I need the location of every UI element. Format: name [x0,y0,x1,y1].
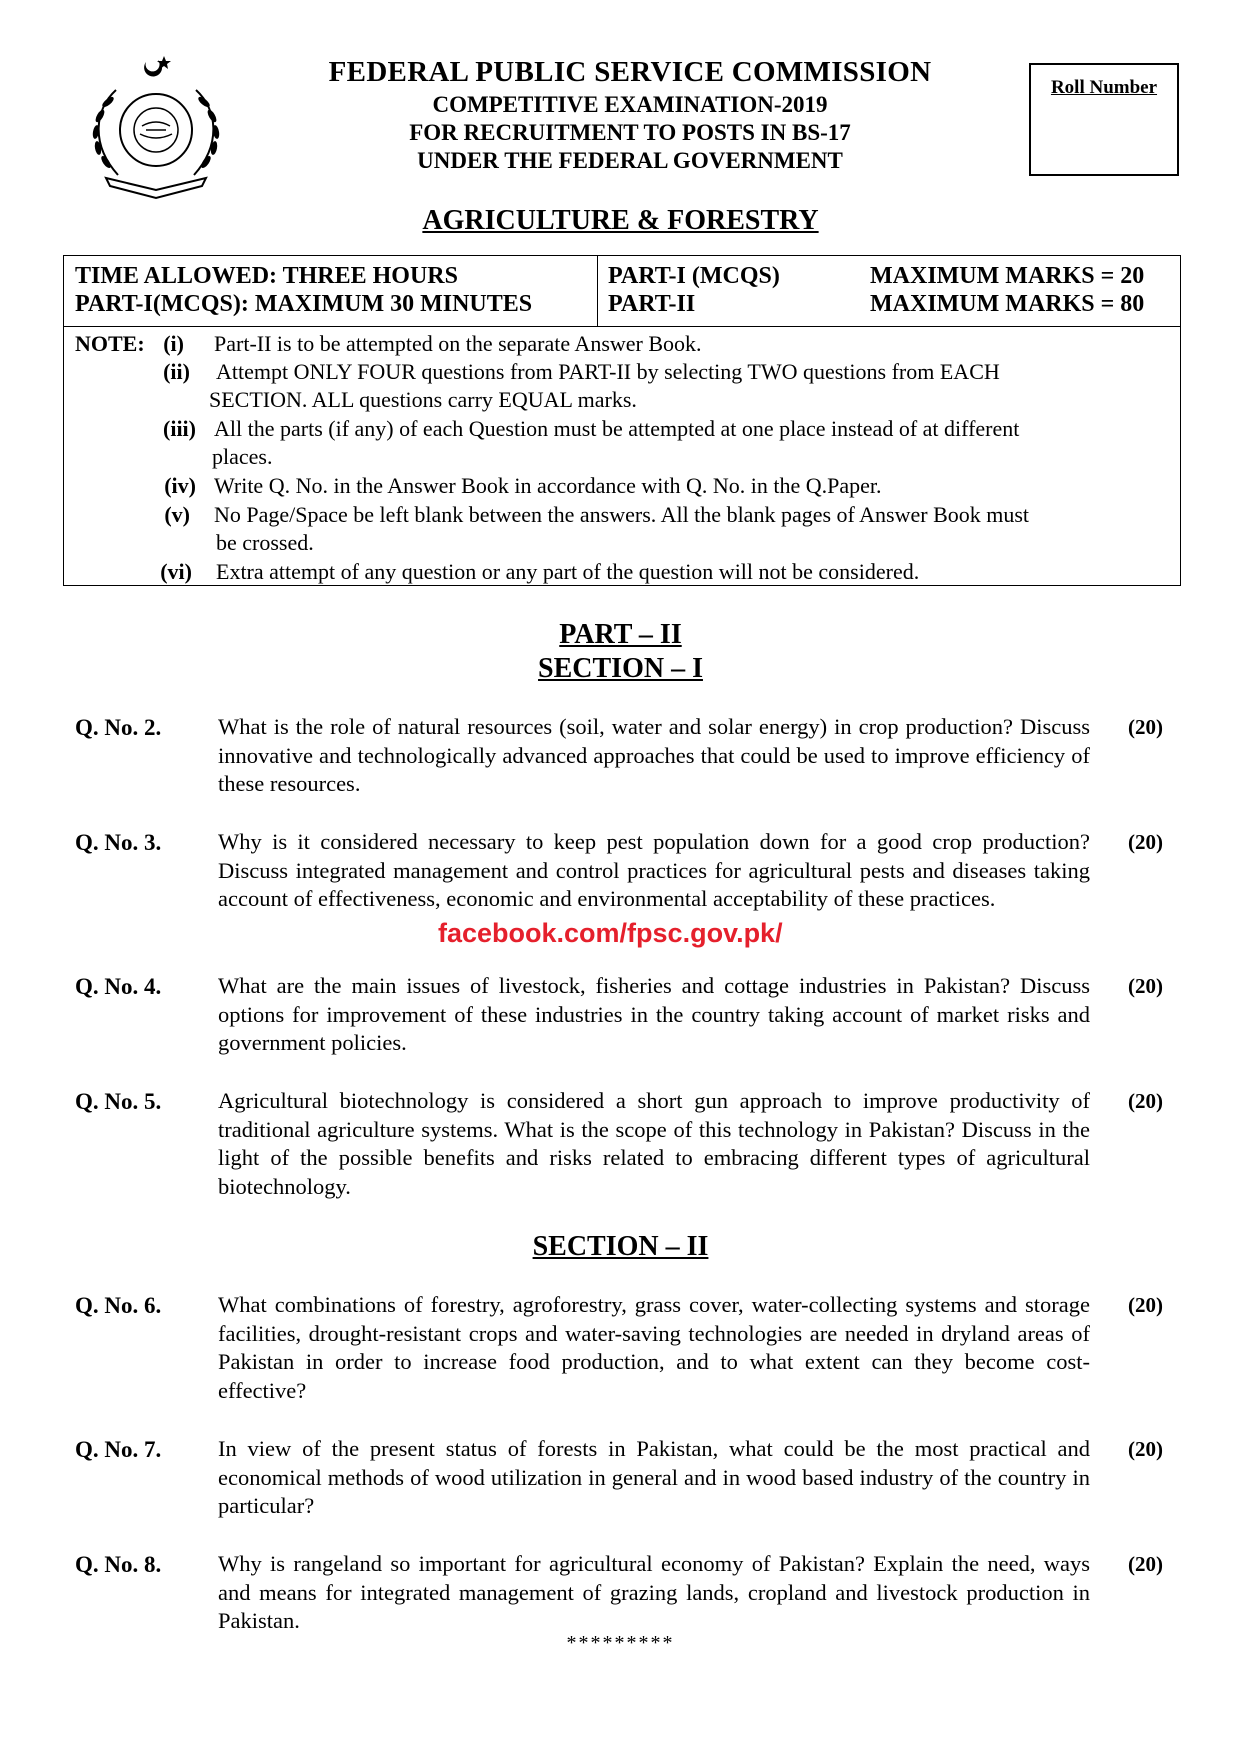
divider [597,255,598,326]
question-number: Q. No. 4. [75,974,162,999]
question-marks: (20) [1128,1293,1163,1317]
question-text: Agricultural biotechnology is considered a short gun approach to improve productivity of traditional agriculture systems. What is the scope of this technology in Pakistan? Discuss in the light of the possible benefits and risks related to embracing different types of agricultural biotechnology. [218,1088,1090,1200]
question-marks: (20) [1128,974,1163,998]
question-number: Q. No. 7. [75,1437,162,1462]
note-number: (ii) [163,359,190,384]
government-line: UNDER THE FEDERAL GOVERNMENT [417,148,843,173]
question-marks: (20) [1128,1552,1163,1576]
time-allowed: TIME ALLOWED: THREE HOURS [75,263,458,289]
roll-number-box[interactable] [1029,63,1179,176]
roll-number-label: Roll Number [1050,77,1158,98]
question-text: What combinations of forestry, agroforestry, grass cover, water-collecting systems and storage facilities, drought-resistant crops and water-saving technologies are needed in dryland areas of Pakistan in order to increase food production, and to what extent can they become cost-effective? [218,1292,1090,1404]
note-text: places. [212,444,273,469]
note-number: (i) [163,331,184,356]
part-heading-text: PART – II [559,619,682,650]
part-heading [0,619,1241,651]
fpsc-emblem-icon [76,50,236,200]
question-marks: (20) [1128,1089,1163,1113]
question-number: Q. No. 2. [75,715,162,740]
note-number: (vi) [160,559,192,584]
note-text: Part-II is to be attempted on the separate Answer Book. [214,331,702,356]
note-number: (iv) [164,473,196,498]
part1-label: PART-I (MCQS) [608,263,780,289]
note-text: be crossed. [216,530,314,555]
note-text: No Page/Space be left blank between the answers. All the blank pages of Answer Book must [214,502,1030,527]
note-text: Attempt ONLY FOUR questions from PART-II by selecting TWO questions from EACH [216,359,1000,384]
section2-heading-text: SECTION – II [532,1231,709,1262]
part2-label: PART-II [608,291,696,317]
section1-heading [0,653,1241,685]
question-number: Q. No. 5. [75,1089,162,1114]
end-marker: ********* [566,1632,675,1654]
exam-title: COMPETITIVE EXAMINATION-2019 [432,92,828,117]
watermark-link[interactable]: facebook.com/fpsc.gov.pk/ [438,918,783,948]
question-number: Q. No. 8. [75,1552,162,1577]
note-text: SECTION. ALL questions carry EQUAL marks. [209,387,637,412]
note-label: NOTE: [75,331,145,356]
divider [63,326,1181,327]
question-marks: (20) [1128,715,1163,739]
note-number: (v) [164,502,190,527]
question-text: What are the main issues of livestock, fisheries and cottage industries in Pakistan? Discuss options for improvement of these industries in the country taking account of market risks and government policies. [218,973,1090,1056]
section2-heading [0,1231,1241,1263]
max-marks-part2: MAXIMUM MARKS = 80 [870,291,1145,317]
note-number: (iii) [163,416,196,441]
question-marks: (20) [1128,1437,1163,1461]
note-text: Write Q. No. in the Answer Book in accordance with Q. No. in the Q.Paper. [214,473,882,498]
question-text: Why is rangeland so important for agricultural economy of Pakistan? Explain the need, ways and means for integrated management of grazing lands, cropland and livestock production in Pakistan. [218,1551,1090,1634]
note-text: All the parts (if any) of each Question must be attempted at one place instead of at different [214,416,1020,441]
section1-heading-text: SECTION – I [538,653,703,684]
question-marks: (20) [1128,830,1163,854]
question-text: What is the role of natural resources (soil, water and solar energy) in crop production? Discuss innovative and technologically advanced approaches that could be used to improve efficiency of these resources. [218,714,1090,797]
question-text: In view of the present status of forests in Pakistan, what could be the most practical and economical methods of wood utilization in general and in wood based industry of the country in particular? [218,1436,1090,1519]
note-text: Extra attempt of any question or any part of the question will not be considered. [216,559,920,584]
question-text: Why is it considered necessary to keep pest population down for a good crop production? Discuss integrated management and control practices for agricultural pests and diseases taking account of effectiveness, economic and environmental acceptability of these practices. [218,829,1090,912]
commission-name: FEDERAL PUBLIC SERVICE COMMISSION [328,56,932,88]
recruitment-line: FOR RECRUITMENT TO POSTS IN BS-17 [409,120,851,145]
question-number: Q. No. 3. [75,830,162,855]
question-number: Q. No. 6. [75,1293,162,1318]
part1-mcqs-time: PART-I(MCQS): MAXIMUM 30 MINUTES [75,291,533,317]
max-marks-part1: MAXIMUM MARKS = 20 [870,263,1145,289]
subject-title: AGRICULTURE & FORESTRY [422,205,819,236]
